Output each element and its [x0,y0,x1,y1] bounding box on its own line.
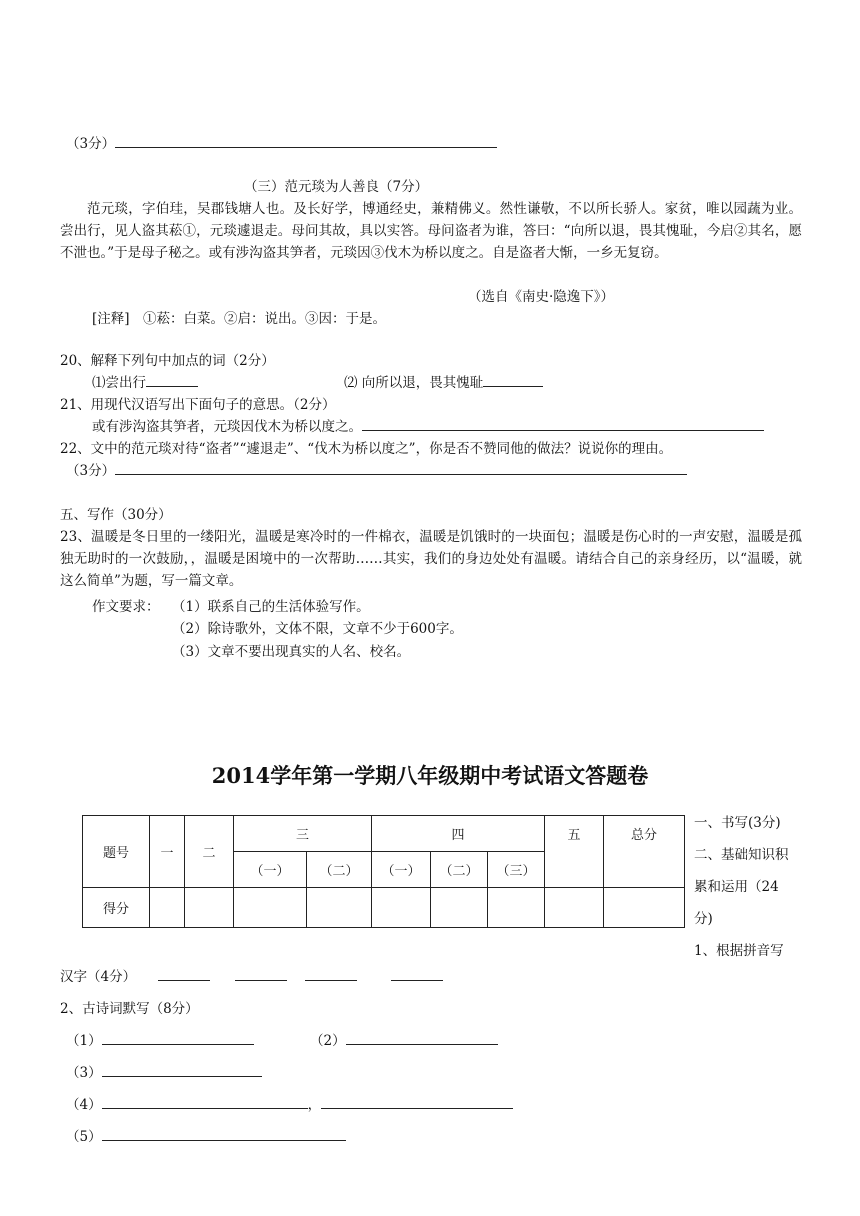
hanzi-line: 汉字（4分） [60,966,443,988]
q20-item-b: ⑵ 向所以退，畏其愧耻 [344,372,543,394]
score-cell[interactable] [372,888,431,928]
header-san-2: （二） [307,852,372,888]
poem-line-1: （1） [66,1030,254,1052]
score-cell[interactable] [488,888,545,928]
q22-answer-line: （3分） [66,460,687,482]
header-yi: 一 [150,816,185,888]
header-wu: 五 [545,816,604,888]
answer-blank[interactable] [362,416,764,431]
side-labels: 一、书写(3分) 二、基础知识积 累和运用（24 分) 1、根据拼音写 [694,815,789,959]
writing-prompt: 23、温暖是冬日里的一缕阳光，温暖是寒冷时的一件棉衣，温暖是饥饿时的一块面包；温暖是伤心时的一声安慰，温暖是孤独无助时的一次鼓励，，温暖是困境中的一次帮助……其实，我们的身边处处有温暖。请结合自己的亲身经历，以“温暖，就这么简单”为题，写一篇文章。 [60,529,802,589]
header-si: 四 [372,816,545,852]
header-san-1: （一） [234,852,307,888]
answer-blank[interactable] [483,372,543,387]
answer-blank[interactable] [115,460,687,475]
header-si-3: （三） [488,852,545,888]
writing-req-2: （2）除诗歌外，文体不限，文章不少于600字。 [172,621,463,637]
header-si-2: （二） [431,852,488,888]
poem-line-4: （4） ， [66,1094,513,1116]
q20-prompt: 20、解释下列句中加点的词（2分） [60,353,275,369]
header-tihao: 题号 [83,816,150,888]
poem-line-5: （5） [66,1126,346,1148]
writing-req-3: （3）文章不要出现真实的人名、校名。 [172,644,411,660]
passage-notes: [注释] ①菘：白菜。②启：说出。③因：于是。 [92,311,387,327]
header-er: 二 [185,816,234,888]
passage-body: 范元琰，字伯珪，吴郡钱塘人也。及长好学，博通经史，兼精佛义。然性谦敬，不以所长骄人。家贫，唯以园蔬为业。尝出行，见人盗其菘①，元琰遽退走。母问其故，具以实答。母问盗者为谁，答曰：“向所以退，畏其愧耻，今启②其名，愿不泄也。”于是母子秘之。或有涉沟盗其笋者，元琰因③伐木为桥以度之。自是盗者大惭，一乡无复窃。 [60,201,802,261]
answer-blank[interactable] [102,1062,262,1077]
passage-heading: （三）范元琰为人善良（7分） [244,179,429,195]
row-defen-label: 得分 [83,888,150,928]
poem-heading: 2、古诗词默写（8分） [60,1001,199,1017]
answer-blank[interactable] [102,1126,346,1141]
score-cell[interactable] [431,888,488,928]
answer-blank[interactable] [346,1030,498,1045]
score-cell[interactable] [307,888,372,928]
q19-answer-line: （3分） [66,133,497,155]
poem-line-2: （2） [310,1030,498,1052]
header-zongfen: 总分 [604,816,685,888]
answer-blank[interactable] [102,1030,254,1045]
passage-source: （选自《南史·隐逸下》） [468,289,615,305]
answer-blank[interactable] [115,133,497,148]
answer-blank[interactable] [146,372,198,387]
q21-prompt: 21、用现代汉语写出下面句子的意思。（2分） [60,397,336,413]
answer-blank[interactable] [102,1094,308,1109]
writing-req-label: 作文要求： [92,599,160,615]
answer-sheet-title: 2014学年第一学期八年级期中考试语文答题卷 [211,763,649,788]
answer-blank[interactable] [158,966,210,981]
q20-item-a: ⑴尝出行 [92,372,198,394]
score-cell[interactable] [234,888,307,928]
answer-blank[interactable] [321,1094,513,1109]
answer-blank[interactable] [235,966,287,981]
writing-req-1: （1）联系自己的生活体验写作。 [172,599,370,615]
score-cell[interactable] [185,888,234,928]
q21-sentence-line: 或有涉沟盗其笋者，元琰因伐木为桥以度之。 [92,416,764,438]
answer-blank[interactable] [305,966,357,981]
writing-heading: 五、写作（30分） [60,507,172,523]
q22-prompt: 22、文中的范元琰对待“盗者”“遽退走”、“伐木为桥以度之”，你是否不赞同他的做法？说说你的理由。 [60,441,673,457]
header-si-1: （一） [372,852,431,888]
score-cell[interactable] [604,888,685,928]
score-table [82,815,685,928]
score-cell[interactable] [545,888,604,928]
answer-blank[interactable] [391,966,443,981]
header-san: 三 [234,816,372,852]
poem-line-3: （3） [66,1062,262,1084]
score-cell[interactable] [150,888,185,928]
